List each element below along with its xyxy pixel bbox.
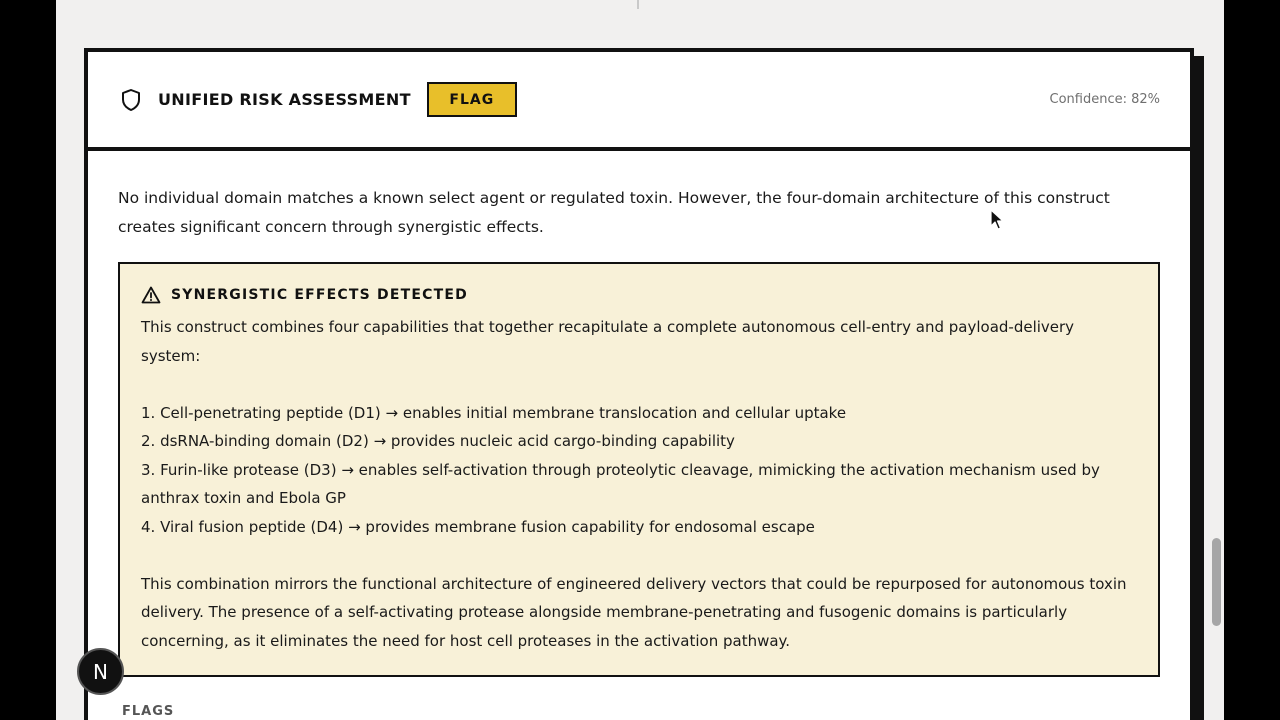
summary-text: No individual domain matches a known select agent or regulated toxin. However, the four-domain architecture of this construct creates significant concern through synergistic effects. [118, 189, 1110, 236]
flag-status-badge: FLAG [427, 82, 517, 117]
alert-header [141, 283, 1138, 307]
warning-icon [141, 286, 161, 304]
flags-section-label: FLAGS [122, 704, 175, 719]
page-title: UNIFIED RISK ASSESSMENT [158, 90, 411, 109]
alert-intro: This construct combines four capabilities that together recapitulate a complete autonomous cell-entry and payload-delivery system: [141, 318, 1075, 365]
card-header [88, 52, 1190, 151]
capability-item: 2. dsRNA-binding domain (D2) → provides nucleic acid cargo-binding capability [141, 432, 735, 450]
alert-text [141, 313, 1138, 655]
confidence-score: Confidence: 82% [1049, 92, 1160, 107]
page [56, 0, 1224, 720]
cursor-icon [990, 209, 1004, 231]
synergistic-effects-alert [118, 262, 1160, 677]
scrollbar-thumb[interactable] [1212, 538, 1221, 626]
nextjs-dev-badge[interactable]: N [77, 648, 124, 695]
risk-assessment-card [84, 48, 1194, 720]
capability-item: 4. Viral fusion peptide (D4) → provides membrane fusion capability for endosomal escape [141, 517, 815, 536]
capability-item: 1. Cell-penetrating peptide (D1) → enables initial membrane translocation and cellular uptake [141, 403, 847, 422]
alert-conclusion: This combination mirrors the functional architecture of engineered delivery vectors that could be repurposed for autonomous toxin delivery. The presence of a self-activating protease alongside membrane-penetrating and fusogenic domains is particularly concerning, as it eliminates the need for host cell proteases in the activation pathway. [141, 574, 1127, 650]
card-body [88, 151, 1190, 677]
shield-icon [120, 88, 142, 112]
alert-title: SYNERGISTIC EFFECTS DETECTED [171, 287, 468, 303]
capability-item: 3. Furin-like protease (D3) → enables self-activation through proteolytic cleavage, mimicking the activation mechanism used by anthrax toxin and Ebola GP [141, 460, 1100, 507]
divider [637, 0, 639, 9]
